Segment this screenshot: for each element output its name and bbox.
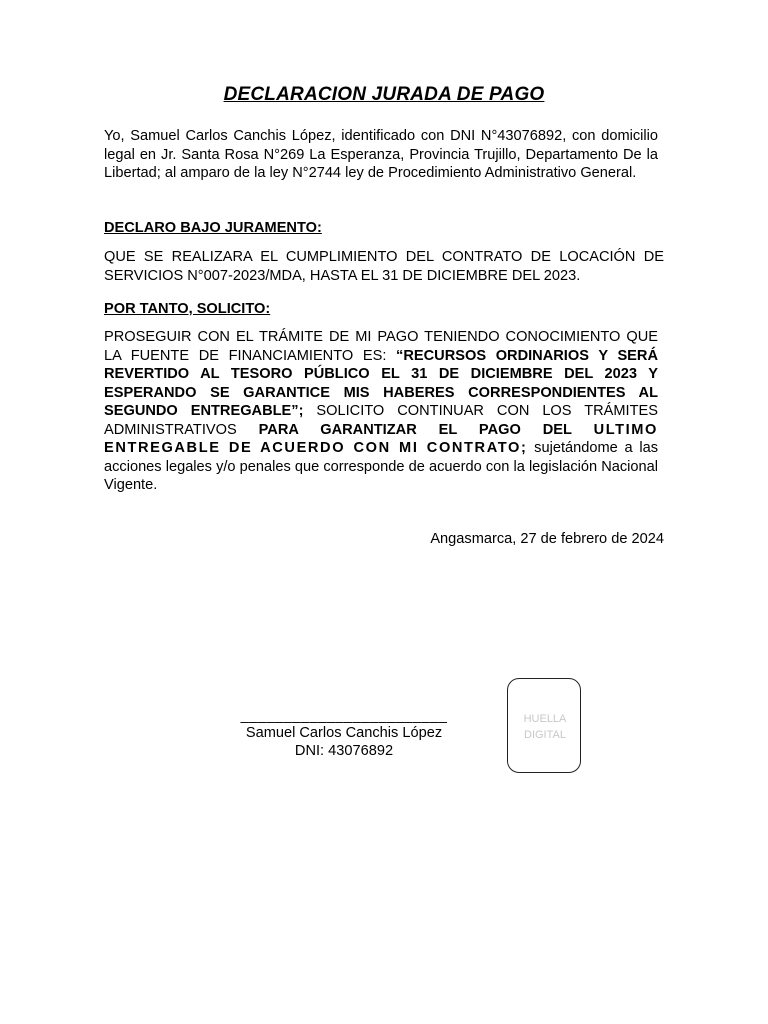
request-text-1: PROSEGUIR CON EL TRÁMITE DE MI PAGO TENIENDO CONOCIMIENTO QUE LA FUENTE DE FINANCIAMIENTO ES:	[104, 329, 658, 364]
fingerprint-label-line1: HUELLA	[523, 713, 567, 725]
fingerprint-box	[507, 678, 581, 773]
declaration-paragraph: QUE SE REALIZARA EL CUMPLIMIENTO DEL CONTRATO DE LOCACIÓN DE SERVICIOS N°007-2023/MDA, HASTA EL 31 DE DICIEMBRE DEL 2023.	[104, 249, 664, 284]
fingerprint-label-line2: DIGITAL	[524, 729, 566, 741]
request-paragraph	[104, 328, 658, 495]
signature-block	[224, 710, 464, 760]
signature-line: ________________________	[240, 710, 448, 724]
fingerprint-label	[508, 711, 582, 743]
request-text-2: SOLICITO CONTINUAR CON LOS TRÁMITES ADMINISTRATIVOS	[104, 403, 658, 438]
request-text-3: sujetándome a las acciones legales y/o penales que corresponde de acuerdo con la legislación Nacional Vigente.	[104, 440, 658, 493]
solicito-heading: POR TANTO, SOLICITO:	[104, 301, 271, 317]
place-date: Angasmarca, 27 de febrero de 2024	[430, 531, 664, 547]
signer-name: Samuel Carlos Canchis López	[245, 725, 443, 741]
intro-paragraph: Yo, Samuel Carlos Canchis López, identificado con DNI N°43076892, con domicilio legal en Jr. Santa Rosa N°269 La Esperanza, Provincia Trujillo, Departamento De la Libertad; al amparo de la ley N°2744 ley de Procedimiento Administrativo General.	[104, 128, 658, 181]
document-title: DECLARACION JURADA DE PAGO	[223, 84, 545, 105]
request-bold-last-deliverable: ULTIMO ENTREGABLE DE ACUERDO CON MI CONTRATO;	[104, 421, 659, 456]
declaro-heading: DECLARO BAJO JURAMENTO:	[104, 220, 322, 236]
signer-dni: DNI: 43076892	[294, 743, 394, 759]
request-bold-guarantee: PARA GARANTIZAR EL PAGO DEL	[258, 421, 594, 438]
request-bold-financing: “RECURSOS ORDINARIOS Y SERÁ REVERTIDO AL TESORO PÚBLICO EL 31 DE DICIEMBRE DEL 2023 Y ESPERANDO SE GARANTICE MIS HABERES CORRESPONDIENTES AL SEGUNDO ENTREGABLE”;	[104, 347, 658, 419]
